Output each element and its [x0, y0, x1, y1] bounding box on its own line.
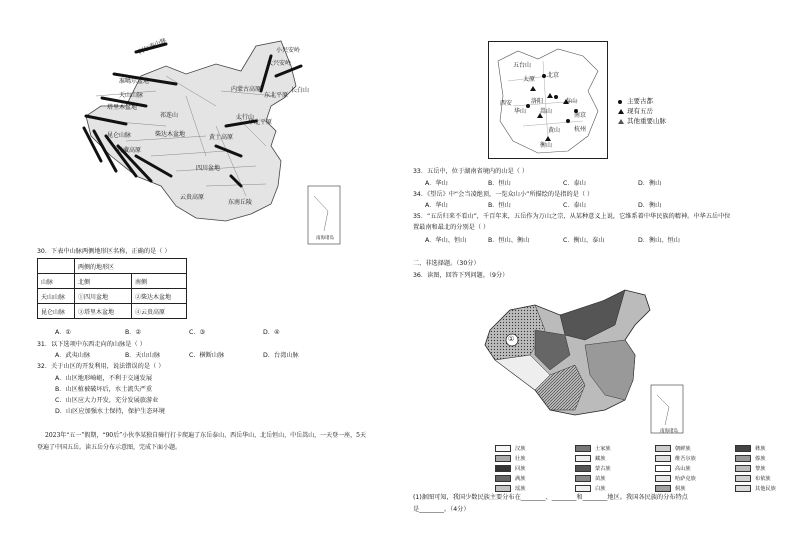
section-2-title: 二、非选择题。（30分） [413, 260, 480, 267]
q35-option-a[interactable]: A．华山、恒山 [425, 237, 467, 244]
q32-option-a[interactable]: A．山区地形崎岖，不利于交通发展 [55, 375, 153, 382]
q36-text: 36．读图，回答下列问题。（9分） [413, 272, 509, 279]
q33-option-a[interactable]: A．华山 [425, 180, 448, 187]
legend-swatch [655, 485, 671, 492]
legend-item: 壮族 [515, 455, 526, 462]
q30-header: 两侧的地形区 [75, 259, 187, 274]
legend-swatch [495, 455, 511, 462]
legend-item: 其他民族 [755, 485, 776, 492]
map-label-taihang: 太行山 [236, 114, 255, 121]
legend-swatch [575, 465, 591, 472]
mtn-label-hangzhou: 杭州 [574, 126, 587, 133]
map-label-qilian: 祁连山 [160, 112, 179, 119]
q36-1-line-2: 是________。（4分） [413, 506, 470, 513]
map-label-altai: 阿尔泰山脉 [137, 36, 168, 56]
q30-cell: ①四川盆地 [75, 289, 132, 304]
legend-item: 黎族 [755, 465, 766, 472]
q31-text: 31．以下选项中东西走向的山脉是（ ） [37, 341, 146, 348]
legend-item: 蒙古族 [595, 465, 611, 472]
legend-peak: 现有五岳 [627, 107, 653, 115]
map-label-changbai: 长白山 [291, 87, 310, 94]
legend-item: 维吾尔族 [675, 455, 696, 462]
legend-swatch [575, 455, 591, 462]
legend-item: 苗族 [595, 475, 606, 482]
legend-swatch [575, 475, 591, 482]
inset-label-left: 南海诸岛 [316, 236, 334, 241]
legend-item: 布依族 [755, 475, 771, 482]
q33-text: 33．五岳中，位于湖南省境内的山是（ ） [413, 168, 529, 175]
q34-option-b[interactable]: B．恒山 [488, 202, 511, 209]
legend-item: 回族 [515, 465, 526, 472]
ethnic-map-circle-1: ① [508, 335, 515, 343]
map-label-sichuan: 四川盆地 [196, 165, 221, 172]
legend-item: 土家族 [595, 445, 611, 452]
legend-item: 瑶族 [515, 485, 526, 492]
q30-cell: 昆仑山脉 [38, 304, 75, 319]
q35-text-line-1: 35．“五岳归来不看山”，千百年来，五岳作为万山之宗，从某种意义上说，它维系着中华民族的精神。中华五岳中位 [413, 213, 731, 220]
legend-swatch [735, 475, 751, 482]
legend-item: 朝鲜族 [675, 445, 691, 452]
q30-col-south: 南侧 [132, 274, 187, 289]
legend-swatch [495, 465, 511, 472]
q30-text: 30．下表中山脉两侧地形区名称，正确的是（ ） [37, 248, 171, 255]
map-label-tibet: 青藏高原 [117, 147, 142, 154]
mtn-label-taiyuan: 太原 [523, 76, 536, 83]
q35-option-b[interactable]: B．恒山、衡山 [488, 237, 530, 244]
q31-option-a[interactable]: A．武夷山脉 [55, 352, 91, 359]
inset-label-right: 南海诸岛 [660, 429, 678, 434]
mtn-label-huashan: 华山 [514, 108, 527, 115]
map-label-junggar: 准噶尔盆地 [119, 78, 150, 85]
q33-option-b[interactable]: B．恒山 [488, 180, 511, 187]
q34-option-a[interactable]: A．华山 [425, 202, 448, 209]
legend-swatch [495, 445, 511, 452]
q30-table [37, 258, 187, 319]
legend-swatch [735, 445, 751, 452]
q30-cell: ④云贵高原 [132, 304, 187, 319]
q30-cell: ③塔里木盆地 [75, 304, 132, 319]
map-label-dongbei: 东北平原 [264, 92, 289, 99]
mtn-label-songshan: 嵩山 [540, 108, 553, 115]
q31-option-b[interactable]: B．天山山脉 [125, 352, 161, 359]
ethnic-legend [495, 443, 794, 493]
map-label-yungui: 云贵高原 [180, 194, 205, 201]
legend-swatch [655, 445, 671, 452]
q33-option-d[interactable]: D．衡山 [638, 180, 662, 187]
map-label-tianshan: 天山山脉 [119, 92, 144, 99]
mtn-label-hengshan: 衡山 [540, 142, 553, 149]
legend-swatch [735, 455, 751, 462]
ethnic-distribution-map [475, 285, 705, 435]
legend-item: 彝族 [755, 445, 766, 452]
legend-swatch [735, 485, 751, 492]
legend-swatch [575, 485, 591, 492]
legend-swatch [655, 475, 671, 482]
legend-other-icon [618, 119, 624, 124]
q34-option-d[interactable]: D．衡山 [638, 202, 662, 209]
q35-text-line-2: 置最南和最北的分别是（ ） [413, 224, 490, 231]
legend-capital-icon [618, 100, 622, 104]
legend-item: 汉族 [515, 445, 526, 452]
legend-peak-icon [618, 109, 624, 114]
q30-option-b[interactable]: B．② [125, 329, 141, 336]
q34-text: 34．《望岳》中“会当凌绝顶，一览众山小”所描绘的是指的是（ ） [413, 191, 594, 198]
legend-swatch [575, 445, 591, 452]
legend-item: 哈萨克族 [675, 475, 696, 482]
q32-option-d[interactable]: D．山区应加强水土保持，保护生态环境 [55, 408, 165, 415]
q30-option-d[interactable]: D．④ [263, 329, 280, 336]
passage-line-1: 2023年“五一”假期，“90后”小伙李某独自骑行打卡爬遍了东岳泰山、西岳华山、北岳恒山、中岳嵩山，一天登一座，5天 [45, 432, 366, 439]
legend-swatch [655, 455, 671, 462]
q30-option-c[interactable]: C．③ [189, 329, 206, 336]
q30-col-mountain: 山脉 [38, 274, 75, 289]
china-terrain-map [66, 36, 356, 246]
q31-option-c[interactable]: C．横断山脉 [189, 352, 225, 359]
legend-item: 白族 [595, 485, 606, 492]
map-label-kunlun: 昆仑山脉 [107, 132, 132, 139]
q33-option-c[interactable]: C．泰山 [563, 180, 586, 187]
q35-option-d[interactable]: D．衡山、恒山 [638, 237, 680, 244]
mtn-label-wutai: 五台山 [513, 62, 532, 69]
map-label-huabei: 华北平原 [248, 119, 273, 126]
q30-col-north: 北侧 [75, 274, 132, 289]
map-label-tarim: 塔里木盆地 [107, 104, 138, 111]
legend-swatch [495, 485, 511, 492]
q30-cell: 天山山脉 [38, 289, 75, 304]
q30-cell: ②柴达木盆地 [132, 289, 187, 304]
map-label-xiaoxinganling: 小兴安岭 [276, 47, 301, 54]
mtn-label-luoyang: 洛阳 [531, 98, 544, 105]
legend-other: 其他重要山脉 [627, 117, 666, 125]
legend-swatch [495, 475, 511, 482]
map-label-dongnan: 东南丘陵 [228, 199, 253, 206]
legend-capital: 主要古都 [627, 97, 653, 105]
q35-option-c[interactable]: C．衡山、泰山 [563, 237, 605, 244]
legend-item: 满族 [515, 475, 526, 482]
mtn-label-xian: 西安 [500, 100, 513, 107]
q30-option-a[interactable]: A．① [55, 329, 71, 336]
mtn-label-beijing: 北京 [547, 72, 560, 79]
mtn-label-huangshan: 黄山 [548, 127, 561, 134]
q32-option-b[interactable]: B．山区植被破坏后，水土流失严重 [55, 386, 153, 393]
legend-swatch [735, 465, 751, 472]
q32-option-c[interactable]: C．山区应大力开发，充分发展旅游业 [55, 397, 159, 404]
legend-item: 傣族 [755, 455, 766, 462]
map-label-loess: 黄土高原 [209, 134, 234, 141]
map-label-daxinganling: 大兴安岭 [267, 60, 292, 67]
legend-item: 藏族 [595, 455, 606, 462]
legend-swatch [655, 465, 671, 472]
q31-option-d[interactable]: D．台湾山脉 [263, 352, 299, 359]
map-label-neimenggu: 内蒙古高原 [231, 86, 262, 93]
q32-text: 32．关于山区的开发利用，说法错误的是（ ） [37, 363, 165, 370]
legend-item: 高山族 [675, 465, 691, 472]
q36-1-line-1: (1)据图可知，我国少数民族主要分布在________、________和________地区。我国各民族的分布特点 [413, 494, 688, 501]
map-label-qaidam: 柴达木盆地 [155, 131, 186, 138]
legend-item: 侗族 [675, 485, 686, 492]
mtn-label-nanjing: 南京 [574, 112, 587, 119]
mtn-label-taishan: 泰山 [565, 98, 578, 105]
q34-option-c[interactable]: C．泰山 [563, 202, 586, 209]
passage-line-2: 登遍了中国五岳。读五岳分布示意图，完成下面小题。 [37, 444, 182, 451]
